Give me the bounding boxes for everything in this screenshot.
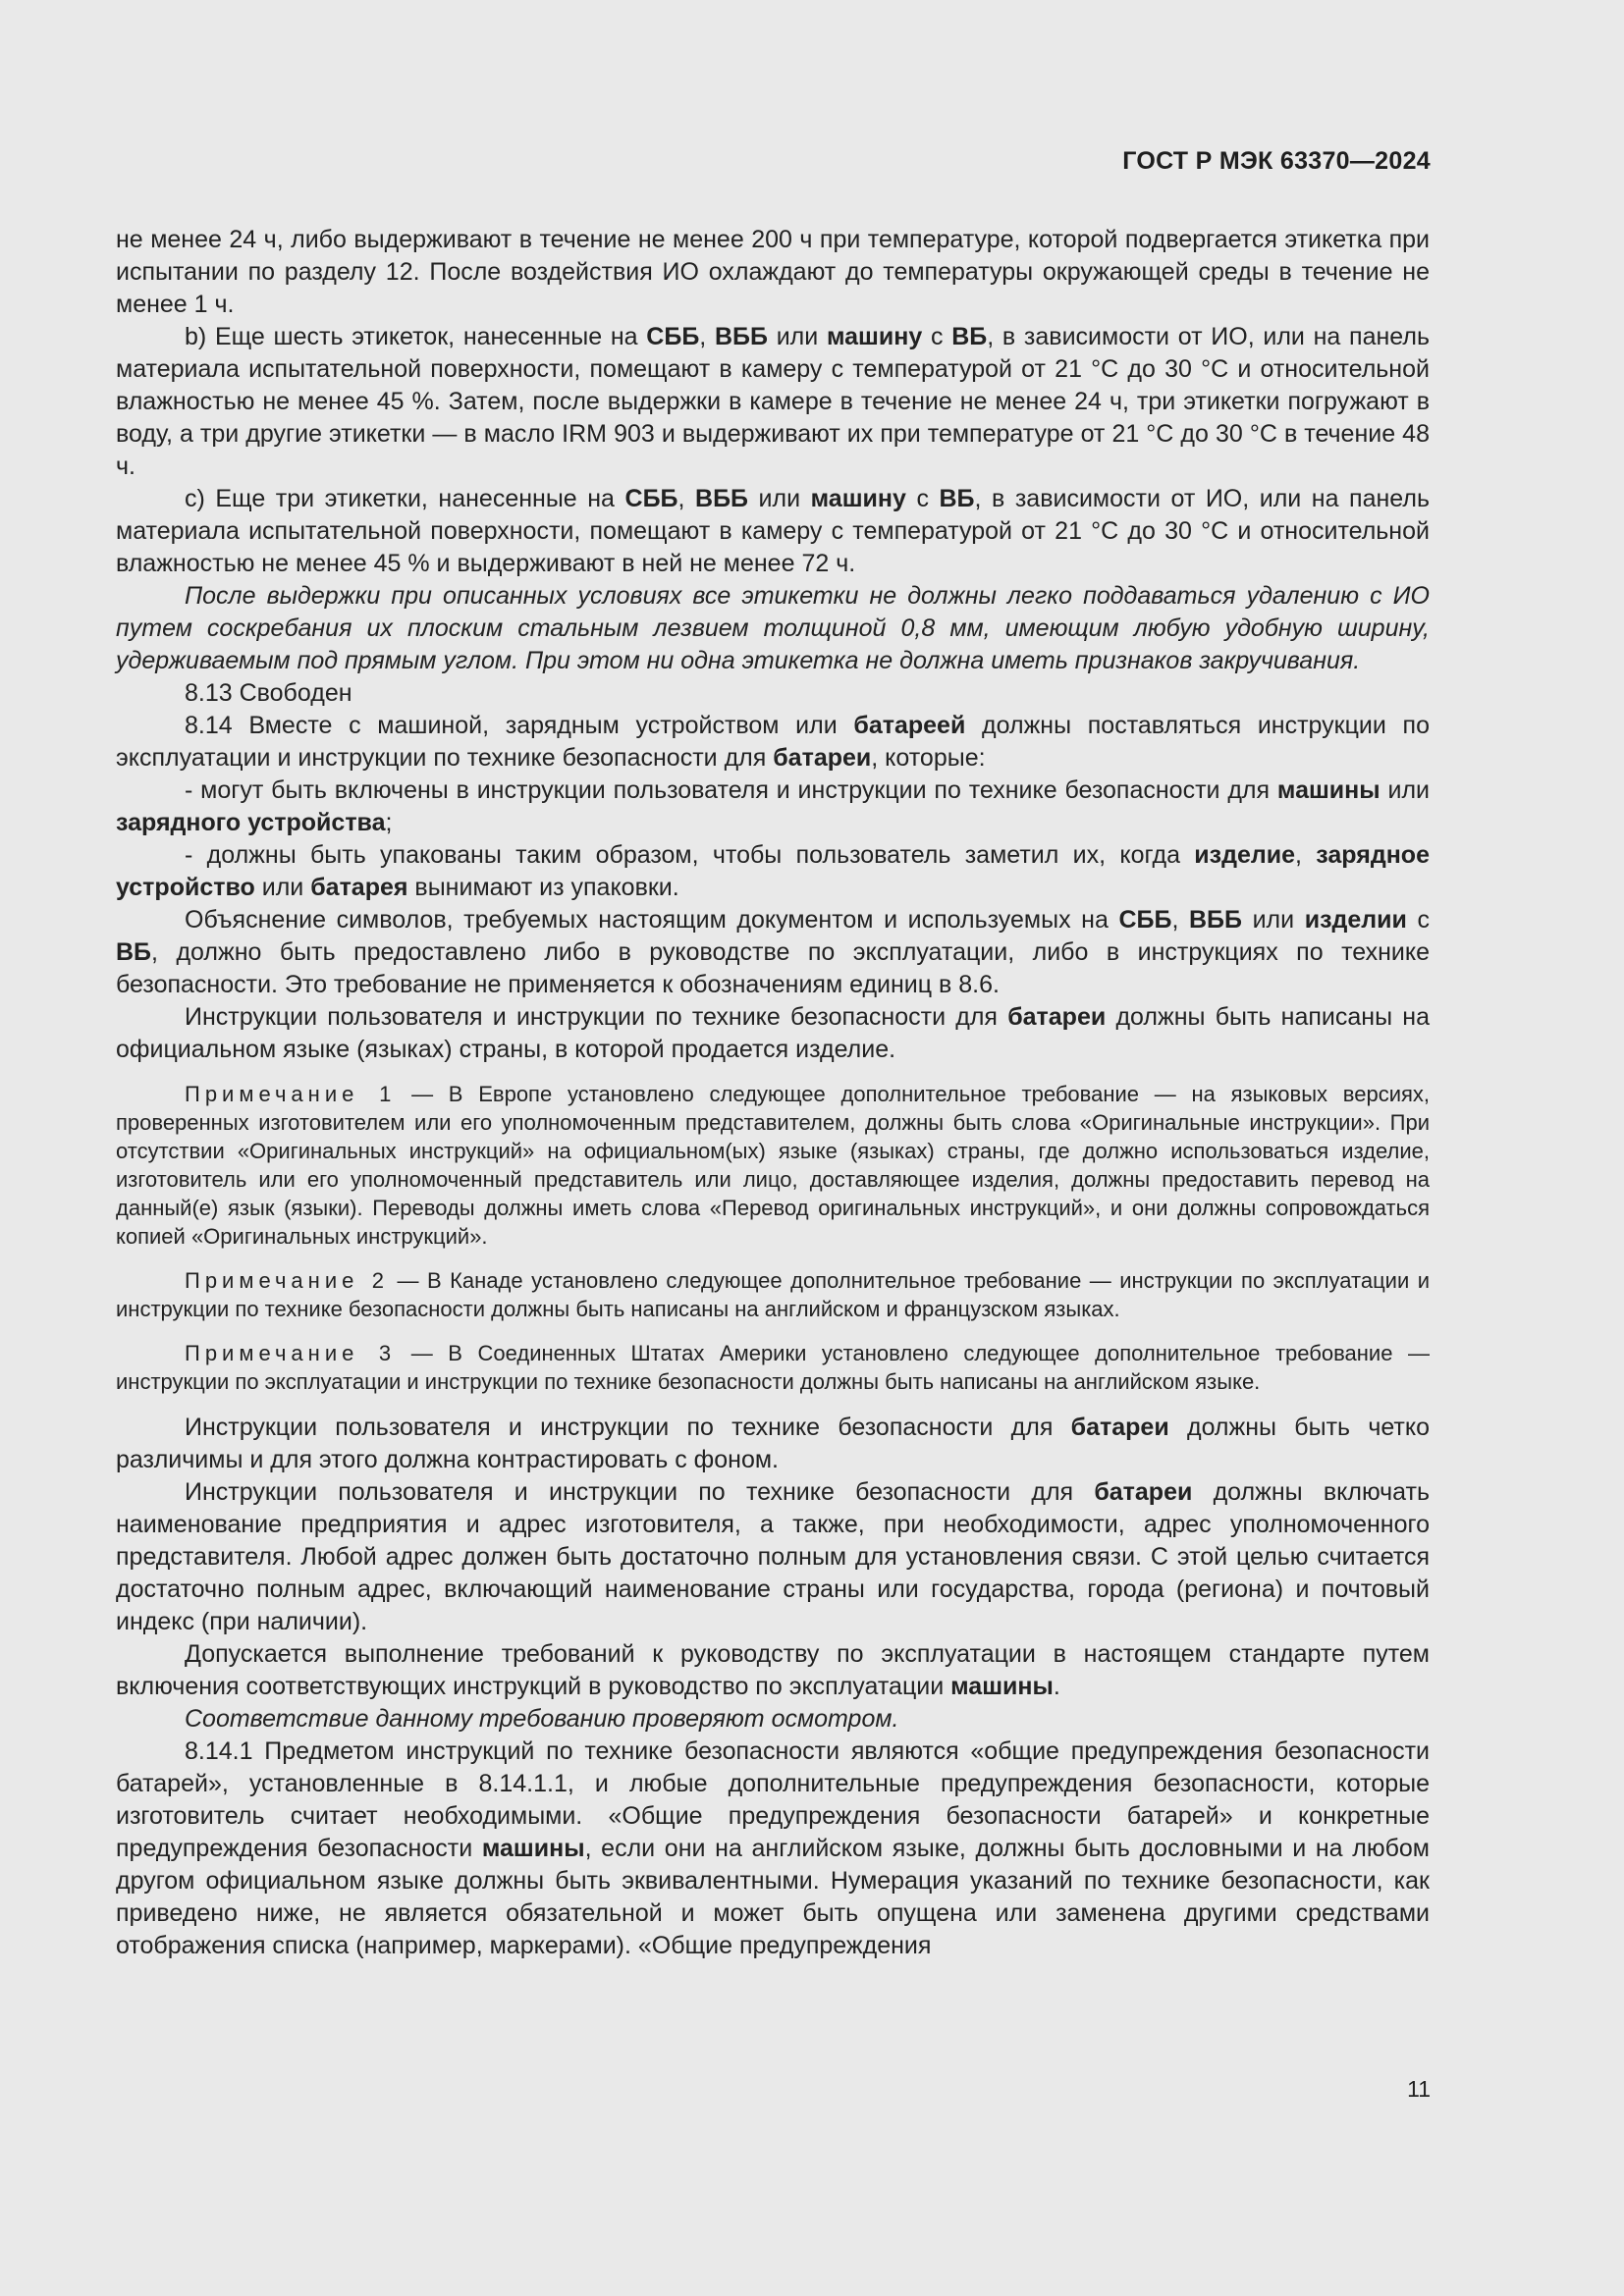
note-label: Примечание 3 <box>185 1341 397 1365</box>
standard-designation: ГОСТ Р МЭК 63370—2024 <box>1122 147 1431 175</box>
note-label: Примечание 2 <box>185 1268 390 1293</box>
note-2: Примечание 2 — В Канаде установлено следующее дополнительное требование — инструкции по эксплуатации и инструкции по технике безопасности должны быть написаны на английском и французском языках. <box>116 1268 1430 1321</box>
note-1: Примечание 1 — В Европе установлено следующее дополнительное требование — на языковых версиях, проверенных изготовителем или его уполномоченным представителем, должны быть слова «Оригинальные инструкции». При отсутствии «Оригинальных инструкций» на официальном(ых) языке (языках) страны, где должно использоваться изделие, изготовитель или его уполномоченный представитель или лицо, доставляющее изделия, должны предоставить перевод на данный(е) язык (языки). Переводы должны иметь слова «Перевод оригинальных инструкций», и они должны сопровождаться копией «Оригинальных инструкций». <box>116 1082 1431 1249</box>
compliance-check-italic: Соответствие данному требованию проверяют осмотром. <box>185 1705 899 1733</box>
paragraph: не менее 24 ч, либо выдерживают в течение не менее 200 ч при температуре, которой подвергается этикетка при испытании по разделу 12. После воздействия ИО охлаждают до температуры окружающей среды в течение не менее 1 ч. <box>116 226 1430 318</box>
clause-8-13: 8.13 Свободен <box>185 679 352 707</box>
clause-8-14-1: 8.14.1 Предметом инструкций по технике безопасности являются «общие предупреждения безопасности батарей», установленные в 8.14.1.1, и любые дополнительные предупреждения безопасности, которые изготовитель считает необходимыми. «Общие предупреждения безопасности батарей» и конкретные предупреждения безопасности машины, если они на английском языке, должны быть дословными и на любом другом официальном языке должны быть эквивалентными. Нумерация указаний по технике безопасности, как приведено ниже, не является обязательной и может быть опущена или заменена другими средствами отображения списка (например, маркерами). «Общие предупреждения <box>116 1737 1430 1959</box>
paragraph: Инструкции пользователя и инструкции по технике безопасности для батареи должны быть написаны на официальном языке (языках) страны, в которой продается изделие. <box>116 1003 1430 1063</box>
note-label: Примечание 1 <box>185 1082 397 1106</box>
list-item: - могут быть включены в инструкции пользователя и инструкции по технике безопасности для машины или зарядного устройства; <box>116 776 1430 836</box>
paragraph: Инструкции пользователя и инструкции по технике безопасности для батареи должны включать наименование предприятия и адрес изготовителя, а также, при необходимости, адрес уполномоченного представителя. Любой адрес должен быть достаточно полным для установления связи. С этой целью считается достаточно полным адрес, включающий наименование страны или государства, города (региона) и почтовый индекс (при наличии). <box>116 1478 1430 1635</box>
note-3: Примечание 3 — В Соединенных Штатах Америки установлено следующее дополнительное требование — инструкции по эксплуатации и инструкции по технике безопасности должны быть написаны на английском языке. <box>116 1341 1431 1394</box>
document-body <box>116 224 1430 1962</box>
list-item: - должны быть упакованы таким образом, чтобы пользователь заметил их, когда изделие, зарядное устройство или батарея вынимают из упаковки. <box>116 841 1430 901</box>
paragraph-item-c: c) Еще три этикетки, нанесенные на СББ, ВББ или машину с ВБ, в зависимости от ИО, или на панель материала испытательной поверхности, помещают в камеру с температурой от 21 °С до 30 °С и относительной влажностью не менее 45 % и выдерживают в ней не менее 72 ч. <box>116 485 1430 577</box>
page-number: 11 <box>1407 2076 1431 2102</box>
test-requirement-italic: После выдержки при описанных условиях все этикетки не должны легко поддаваться удалению с ИО путем соскребания их плоским стальным лезвием толщиной 0,8 мм, имеющим любую удобную ширину, удерживаемым под прямым углом. При этом ни одна этикетка не должна иметь признаков закручивания. <box>116 582 1430 674</box>
paragraph-item-b: b) Еще шесть этикеток, нанесенные на СББ, ВББ или машину с ВБ, в зависимости от ИО, или на панель материала испытательной поверхности, помещают в камеру с температурой от 21 °С до 30 °С и относительной влажностью не менее 45 %. Затем, после выдержки в камере в течение не менее 24 ч, три этикетки погружают в воду, а три другие этикетки — в масло IRM 903 и выдерживают их при температуре от 21 °С до 30 °С в течение 48 ч. <box>116 323 1430 480</box>
paragraph: Объяснение символов, требуемых настоящим документом и используемых на СББ, ВББ или изделии с ВБ, должно быть предоставлено либо в руководстве по эксплуатации, либо в инструкциях по технике безопасности. Это требование не применяется к обозначениям единиц в 8.6. <box>116 906 1430 998</box>
paragraph: Допускается выполнение требований к руководству по эксплуатации в настоящем стандарте путем включения соответствующих инструкций в руководство по эксплуатации машины. <box>116 1640 1430 1700</box>
paragraph: Инструкции пользователя и инструкции по технике безопасности для батареи должны быть четко различимы и для этого должна контрастировать с фоном. <box>116 1414 1430 1473</box>
clause-8-14: 8.14 Вместе с машиной, зарядным устройством или батареей должны поставляться инструкции по эксплуатации и инструкции по технике безопасности для батареи, которые: <box>116 712 1430 772</box>
